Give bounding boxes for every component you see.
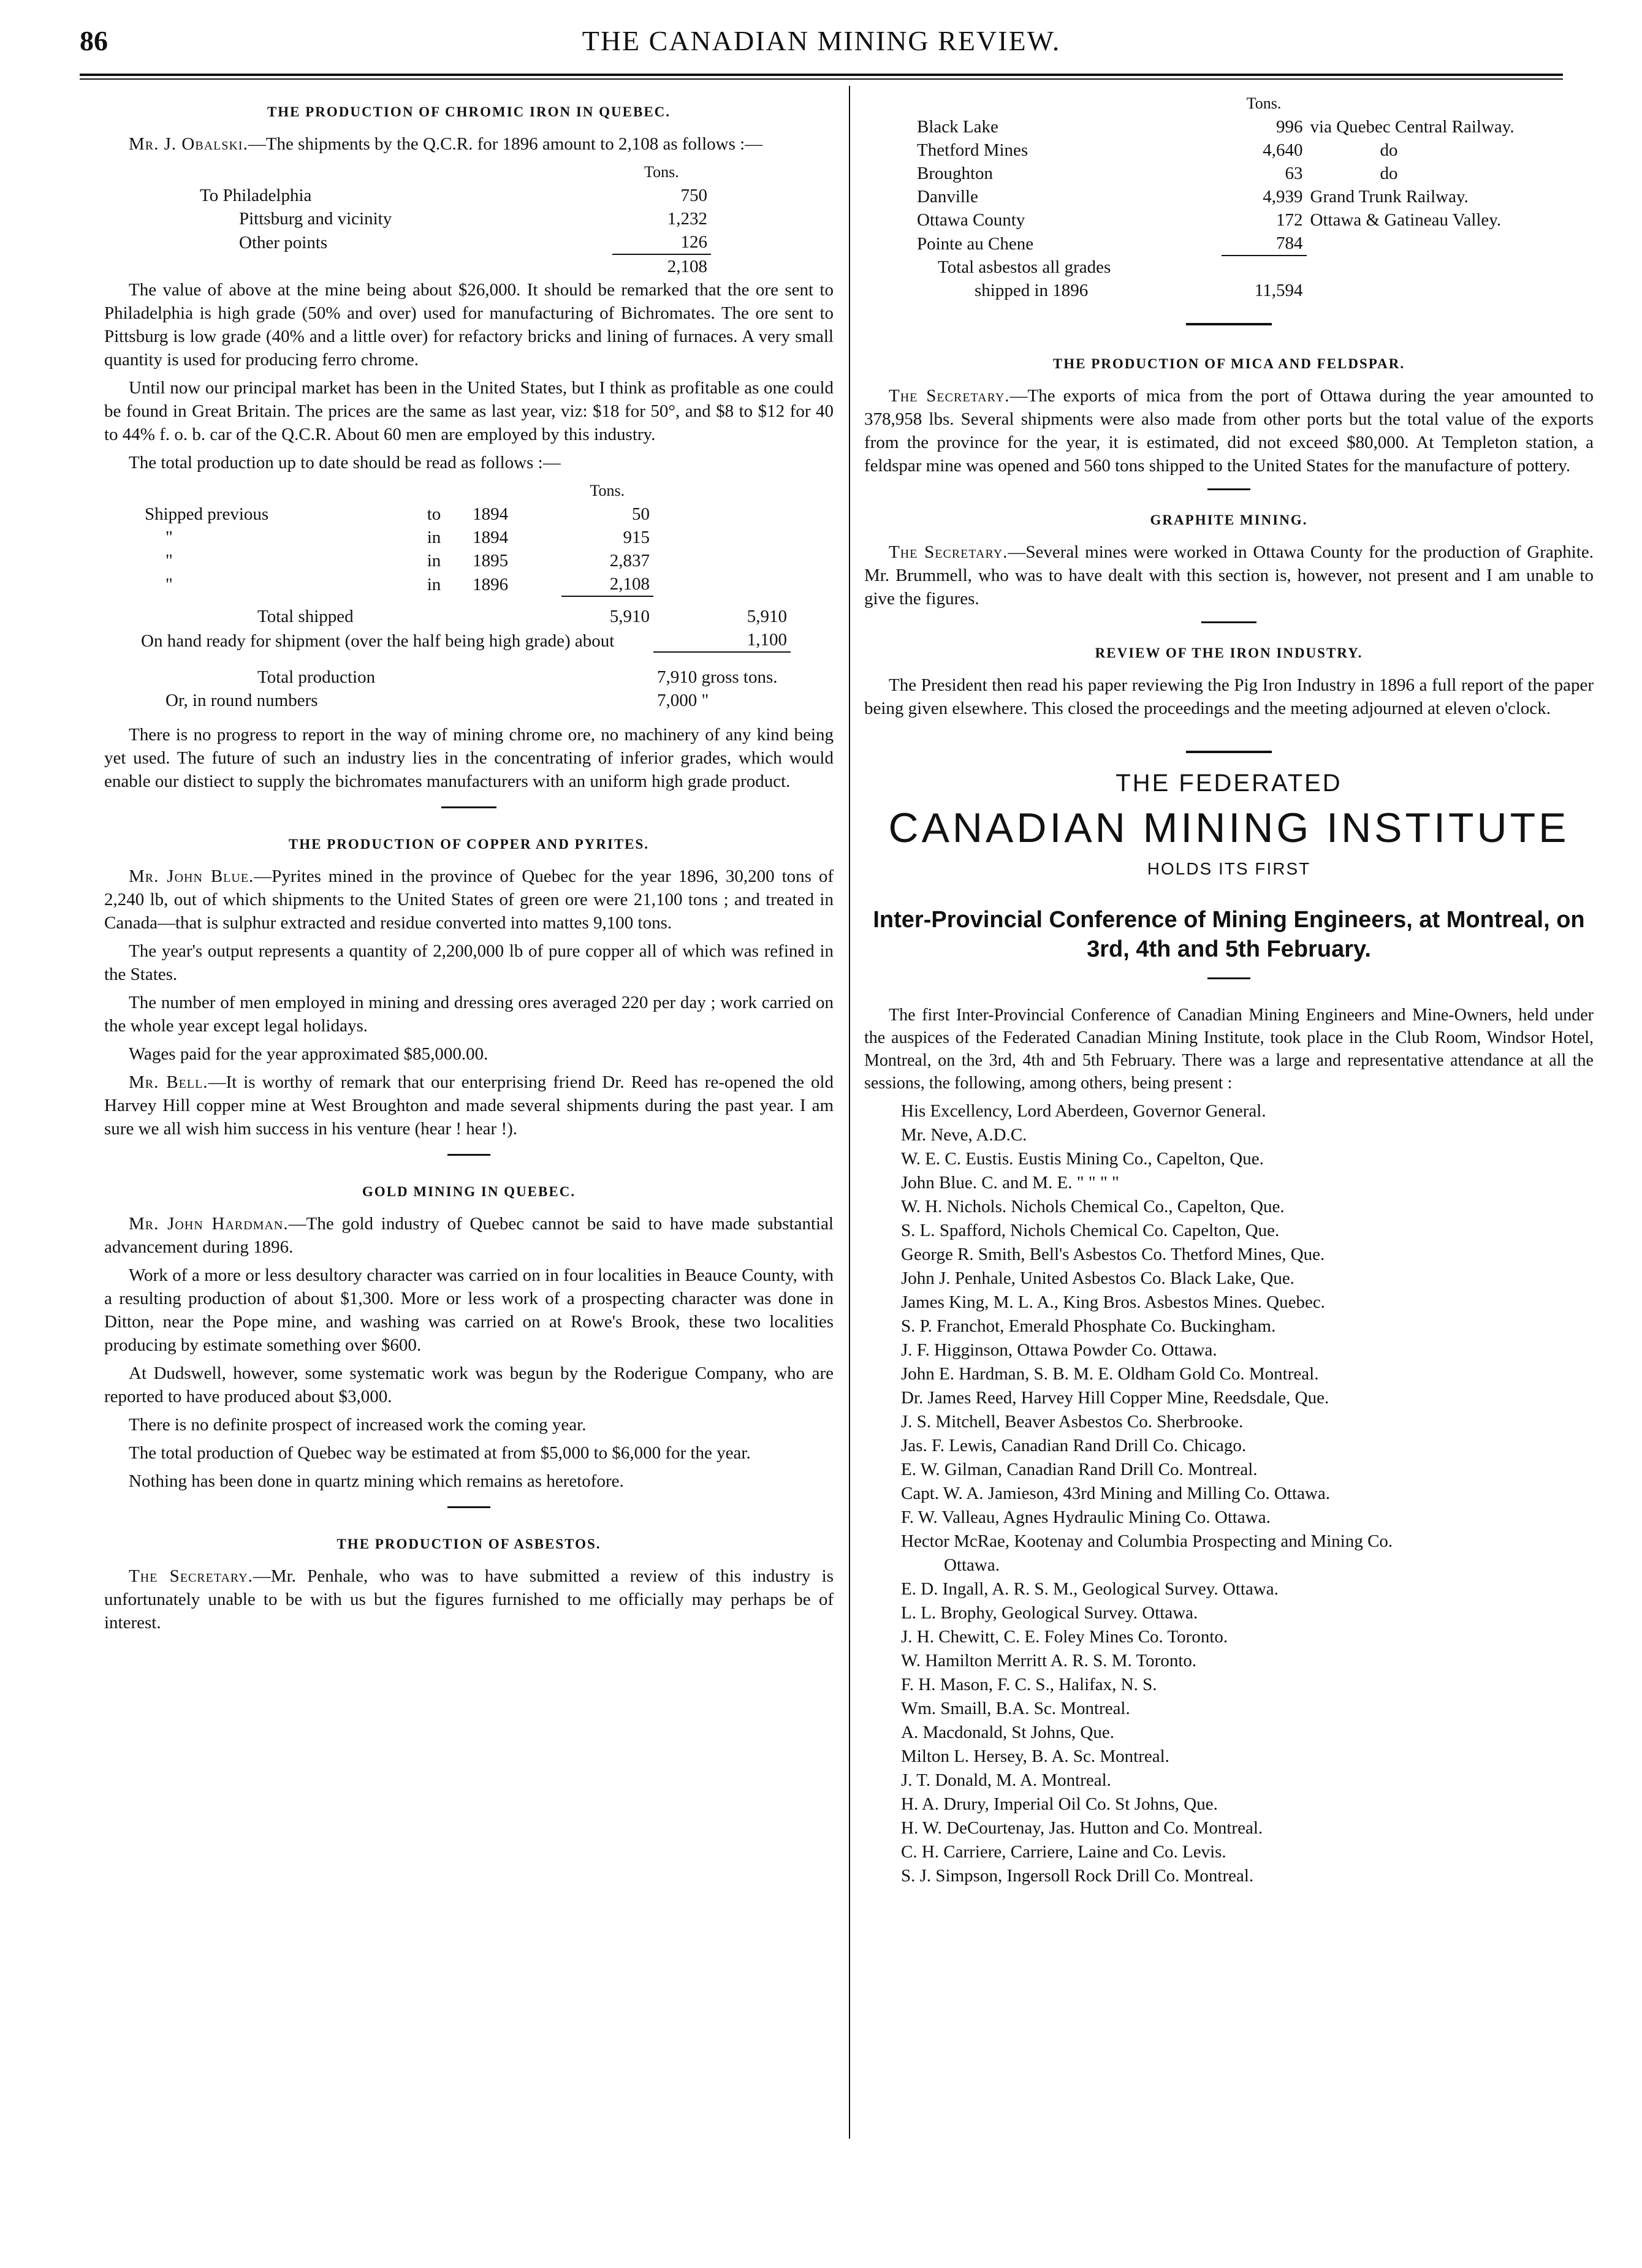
copper-p1: Mr. John Blue.—Pyrites mined in the province of Quebec for the year 1896, 30,200 tons of 2,240 lb, out of which shipments to the United States of green ore were 21,100 tons ; and treated in Canada—that is sulphur extracted and residue converted into mattes 9,100 tons. <box>104 867 834 933</box>
asbestos-p1: The Secretary.—Mr. Penhale, who was to have submitted a review of this industry is unfortunately unable to be with us but the figures furnished to me officially may perhaps be of interest. <box>104 1566 834 1633</box>
chrome-section-title: THE PRODUCTION OF CHROMIC IRON IN QUEBEC. <box>267 104 671 119</box>
left-column <box>104 97 834 1639</box>
section-separator <box>441 806 496 808</box>
list-item: His Excellency, Lord Aberdeen, Governor General. <box>901 1101 1266 1121</box>
list-item: John Blue. C. and M. E. " " " " <box>901 1173 1119 1193</box>
section-separator <box>1207 488 1250 490</box>
list-item: H. A. Drury, Imperial Oil Co. St Johns, Que. <box>901 1794 1218 1814</box>
list-item: C. H. Carriere, Carriere, Laine and Co. Levis. <box>901 1842 1226 1862</box>
list-item: H. W. DeCourtenay, Jas. Hutton and Co. Montreal. <box>901 1818 1263 1838</box>
section-separator <box>1201 621 1256 623</box>
graphite-section-title: GRAPHITE MINING. <box>1150 512 1308 528</box>
chrome-p4: There is no progress to report in the way of mining chrome ore, no machinery of any kind being yet used. The future of such an industry lies in the concentrating of inferior grades, which would enable our distiect to supply the bichromates manufacturers with an uniform high grade product. <box>104 725 834 791</box>
page-number: 86 <box>80 25 108 56</box>
table-row: " in 1894 915 <box>165 528 650 547</box>
table-row: Pointe au Chene 784 <box>913 232 1630 256</box>
column-divider <box>849 86 850 2139</box>
right-column <box>864 92 1594 1888</box>
copper-p5: Mr. Bell.—It is worthy of remark that our enterprising friend Dr. Reed has re-opened the old Harvey Hill copper mine at West Broughton and made several shipments during the past year. I am sure we all wish him success in his venture (hear ! hear !). <box>104 1072 834 1139</box>
federated-line2: CANADIAN MINING INSTITUTE <box>888 805 1570 851</box>
table-row: " in 1895 2,837 <box>165 551 650 571</box>
gold-p2: Work of a more or less desultory character was carried on in four localities in Beauce County, with a resulting production of about $1,300. More or less work of a prospecting character was done in Ditton, near the Pope mine, and washing was carried on at Rowe's Brook, these two localities producing by estimate something over $600. <box>104 1265 834 1355</box>
list-item: Milton L. Hersey, B. A. Sc. Montreal. <box>901 1747 1169 1766</box>
table-row: Shipped previous to 1894 50 <box>145 504 650 524</box>
list-item: F. H. Mason, F. C. S., Halifax, N. S. <box>901 1675 1157 1694</box>
section-separator <box>447 1154 490 1156</box>
table-row: Total asbestos all grades <box>938 257 1111 277</box>
gold-p6: Nothing has been done in quartz mining which remains as heretofore. <box>129 1471 624 1491</box>
list-item: S. P. Franchot, Emerald Phosphate Co. Buckingham. <box>901 1316 1276 1336</box>
section-separator <box>447 1506 490 1508</box>
federated-p1: The first Inter-Provincial Conference of Canadian Mining Engineers and Mine-Owners, held under the auspices of the Federated Canadian Mining Institute, took place in the Club Room, Windsor Hotel, Montreal, on the 3rd, 4th and 5th February. There was a large and representative attendance at all the sessions, the following, among others, being present : <box>864 1006 1594 1093</box>
list-item: Hector McRae, Kootenay and Columbia Prospecting and Mining Co. <box>901 1531 1393 1551</box>
list-item: E. W. Gilman, Canadian Rand Drill Co. Montreal. <box>901 1460 1258 1479</box>
list-item: S. L. Spafford, Nichols Chemical Co. Capelton, Que. <box>901 1221 1280 1240</box>
list-item: James King, M. L. A., King Bros. Asbestos Mines. Quebec. <box>901 1292 1325 1312</box>
chrome-p2: Until now our principal market has been in the United States, but I think as profitable as one could be found in Great Britain. The prices are the same as last year, viz: $18 for 50°, and $8 to $12 for 40 to 44% f. o. b. car of the Q.C.R. About 60 men are employed by this industry. <box>104 378 834 444</box>
table-row: Or, in round numbers 7,000 " <box>165 691 709 710</box>
asbestos-shipments-table: Tons. Black Lake 996 via Quebec Central Railway. Thetford Mines 4,640 do Broughton 63 do Danville 4,939 Grand Trunk Railway. Ottawa County 172 Ottawa & Gatineau Valley. Pointe au Chene 784 Total asbestos all grades shipped in 1896 11,594 <box>913 92 1630 302</box>
chrome-intro: Mr. J. Obalski.—The shipments by the Q.C.R. for 1896 amount to 2,108 as follows :— <box>129 134 763 154</box>
list-item: L. L. Brophy, Geological Survey. Ottawa. <box>901 1603 1198 1623</box>
list-item: A. Macdonald, St Johns, Que. <box>901 1723 1114 1742</box>
running-title: THE CANADIAN MINING REVIEW. <box>582 25 1061 56</box>
copper-p3: The number of men employed in mining and dressing ores averaged 220 per day ; work carried on the whole year except legal holidays. <box>104 993 834 1036</box>
chrome-speaker: Mr. J. Obalski. <box>129 134 248 154</box>
copper-section-title: THE PRODUCTION OF COPPER AND PYRITES. <box>288 836 650 852</box>
gold-p3: At Dudswell, however, some systematic work was begun by the Roderigue Company, who are reported to have produced about $3,000. <box>104 1363 834 1406</box>
chrome-production-table: Tons. Shipped previous to 1894 50 " in 1894 915 " in 1895 2,837 " in 1896 2,108 Total shipped 5,910 5,910 On hand ready for shipment (over the half being high grade) about 1,100 Total production 7,910 gross tons. Or, in round numbers 7,000 " <box>141 479 791 712</box>
asbestos-section-title: THE PRODUCTION OF ASBESTOS. <box>336 1536 601 1552</box>
gold-p1: Mr. John Hardman.—The gold industry of Quebec cannot be said to have made substantial advancement during 1896. <box>104 1214 834 1257</box>
iron-p1: The President then read his paper reviewing the Pig Iron Industry in 1896 a full report of the paper being given elsewhere. This closed the proceedings and the meeting adjourned at eleven o'clock. <box>864 675 1594 718</box>
section-separator <box>1186 323 1272 325</box>
table-row: shipped in 1896 11,594 <box>975 281 1303 300</box>
list-item: Dr. James Reed, Harvey Hill Copper Mine, Reedsdale, Que. <box>901 1388 1329 1408</box>
mica-p1: The Secretary.—The exports of mica from the port of Ottawa during the year amounted to 378,958 lbs. Several shipments were also made from other ports but the total value of the exports from the province for the year, it is estimated, did not exceed $80,000. At Templeton station, a feldspar mine was opened and 560 tons shipped to the United States for the manufacture of pottery. <box>864 386 1594 476</box>
table-row: Total shipped 5,910 5,910 <box>257 607 787 626</box>
gold-section-title: GOLD MINING IN QUEBEC. <box>362 1184 576 1199</box>
federated-line4: Inter-Provincial Conference of Mining Engineers, at Montreal, on 3rd, 4th and 5th February. <box>873 907 1585 962</box>
list-item: E. D. Ingall, A. R. S. M., Geological Survey. Ottawa. <box>901 1579 1279 1599</box>
list-item: W. H. Nichols. Nichols Chemical Co., Capelton, Que. <box>901 1197 1285 1216</box>
list-item: W. E. C. Eustis. Eustis Mining Co., Capelton, Que. <box>901 1149 1264 1169</box>
graphite-p1: The Secretary.—Several mines were worked in Ottawa County for the production of Graphite. Mr. Brummell, who was to have dealt with this section is, however, not present and I am unable to give the figures. <box>864 542 1594 609</box>
page-header <box>80 25 1563 61</box>
chrome-p1: The value of above at the mine being about $26,000. It should be remarked that the ore sent to Philadelphia is high grade (50% and over) used for manufacturing of Bichromates. The ore sent to Pittsburg is low grade (40% and a little over) for refactory bricks and lining of furnaces. A very small quantity is used for producing ferro chrome. <box>104 280 834 370</box>
list-item: J. T. Donald, M. A. Montreal. <box>901 1770 1111 1790</box>
table-row: 2,108 <box>667 257 707 276</box>
iron-section-title: REVIEW OF THE IRON INDUSTRY. <box>1095 645 1363 661</box>
federated-line3: HOLDS ITS FIRST <box>1147 859 1311 878</box>
chrome-p3: The total production up to date should be read as follows :— <box>129 453 561 472</box>
header-rule-bottom <box>80 78 1563 80</box>
list-item: F. W. Valleau, Agnes Hydraulic Mining Co. Ottawa. <box>901 1508 1271 1527</box>
list-item: John J. Penhale, United Asbestos Co. Black Lake, Que. <box>901 1269 1294 1288</box>
mica-section-title: THE PRODUCTION OF MICA AND FELDSPAR. <box>1052 356 1405 371</box>
table-row: Broughton 63 do <box>917 164 1398 183</box>
table-row: Black Lake 996 via Quebec Central Railway. <box>917 117 1515 137</box>
federated-line1: THE FEDERATED <box>1116 770 1342 797</box>
table-row: Total production 7,910 gross tons. <box>257 667 778 687</box>
list-item: George R. Smith, Bell's Asbestos Co. Thetford Mines, Que. <box>901 1245 1325 1264</box>
header-rule-top <box>80 74 1563 76</box>
table-row: To Philadelphia 750 <box>200 186 707 205</box>
table-row: Pittsburg and vicinity 1,232 <box>239 209 707 229</box>
table-row: Ottawa County 172 Ottawa & Gatineau Valley. <box>917 210 1502 230</box>
list-item: W. Hamilton Merritt A. R. S. M. Toronto. <box>901 1651 1197 1671</box>
table-row: Other points 126 <box>196 230 711 254</box>
copper-p4: Wages paid for the year approximated $85,000.00. <box>129 1044 488 1064</box>
table-row: Danville 4,939 Grand Trunk Railway. <box>917 187 1469 207</box>
section-separator <box>1186 751 1272 753</box>
list-item: J. H. Chewitt, C. E. Foley Mines Co. Toronto. <box>901 1627 1228 1647</box>
table-row: " in 1896 2,108 <box>141 572 791 596</box>
chrome-shipments-table: Tons. To Philadelphia 750 Pittsburg and vicinity 1,232 Other points 126 2,108 <box>196 161 711 278</box>
list-item: Jas. F. Lewis, Canadian Rand Drill Co. Chicago. <box>901 1436 1247 1455</box>
section-separator <box>1207 977 1250 979</box>
list-item: Wm. Smaill, B.A. Sc. Montreal. <box>901 1699 1130 1718</box>
list-item: Ottawa. <box>944 1555 1000 1575</box>
gold-p5: The total production of Quebec way be estimated at from $5,000 to $6,000 for the year. <box>129 1443 751 1463</box>
table-row: Thetford Mines 4,640 do <box>917 140 1398 160</box>
list-item: J. F. Higginson, Ottawa Powder Co. Ottawa. <box>901 1340 1217 1360</box>
gold-p4: There is no definite prospect of increased work the coming year. <box>129 1415 587 1435</box>
copper-p2: The year's output represents a quantity of 2,200,000 lb of pure copper all of which was refined in the States. <box>104 941 834 984</box>
list-item: Capt. W. A. Jamieson, 43rd Mining and Milling Co. Ottawa. <box>901 1484 1331 1503</box>
list-item: John E. Hardman, S. B. M. E. Oldham Gold Co. Montreal. <box>901 1364 1319 1384</box>
attendee-list <box>901 1099 1594 1888</box>
list-item: Mr. Neve, A.D.C. <box>901 1125 1027 1145</box>
list-item: S. J. Simpson, Ingersoll Rock Drill Co. Montreal. <box>901 1866 1254 1886</box>
list-item: J. S. Mitchell, Beaver Asbestos Co. Sherbrooke. <box>901 1412 1244 1432</box>
table-row: On hand ready for shipment (over the half being high grade) about 1,100 <box>141 628 791 652</box>
